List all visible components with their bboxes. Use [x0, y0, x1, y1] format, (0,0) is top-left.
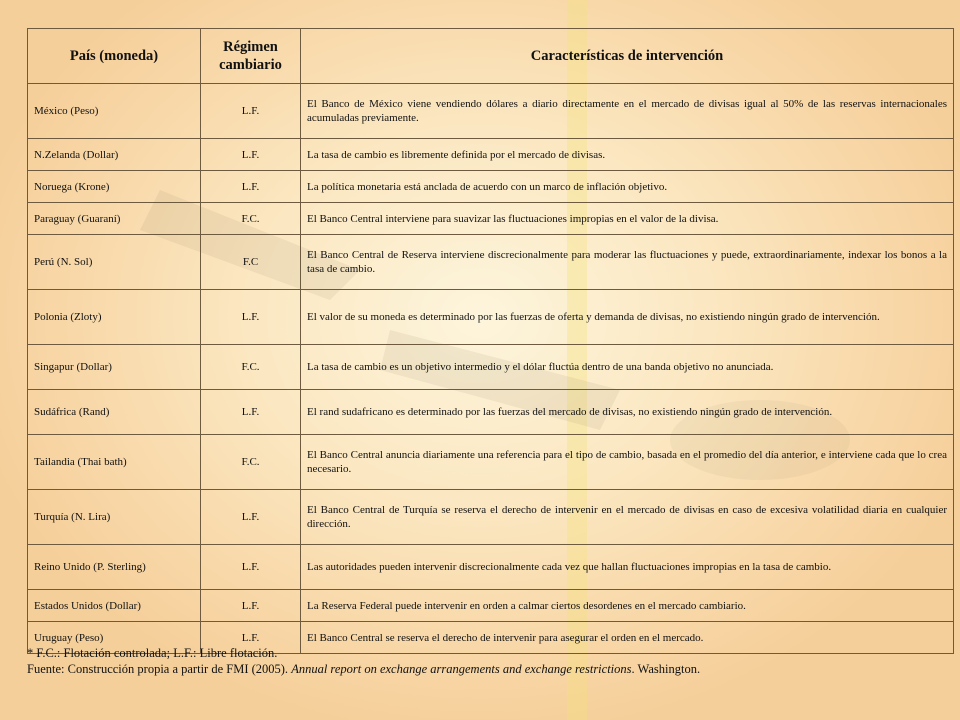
country-cell: N.Zelanda (Dollar): [28, 139, 201, 171]
regime-cell: L.F.: [201, 171, 301, 203]
table-row: [28, 545, 954, 590]
regime-cell: F.C.: [201, 345, 301, 390]
table-row: [28, 203, 954, 235]
country-cell: Paraguay (Guaraní): [28, 203, 201, 235]
country-cell: Perú (N. Sol): [28, 235, 201, 290]
country-cell: Singapur (Dollar): [28, 345, 201, 390]
table-footnotes: [27, 645, 947, 677]
description-cell: El Banco Central anuncia diariamente una referencia para el tipo de cambio, basada en el promedio del día anterior, e interviene cada que lo crea necesario.: [301, 435, 954, 490]
description-cell: El Banco de México viene vendiendo dólares a diario directamente en el mercado de divisas igual al 50% de las reservas internacionales acumuladas previamente.: [301, 84, 954, 139]
abbreviation-note: * F.C.: Flotación controlada; L.F.: Libre flotación.: [27, 646, 278, 660]
country-cell: Noruega (Krone): [28, 171, 201, 203]
description-cell: El rand sudafricano es determinado por las fuerzas del mercado de divisas, no existiendo ningún grado de intervención.: [301, 390, 954, 435]
country-cell: Reino Unido (P. Sterling): [28, 545, 201, 590]
country-cell: Estados Unidos (Dollar): [28, 590, 201, 622]
table-row: [28, 235, 954, 290]
description-cell: La tasa de cambio es libremente definida por el mercado de divisas.: [301, 139, 954, 171]
description-cell: El valor de su moneda es determinado por las fuerzas de oferta y demanda de divisas, no existiendo ningún grado de intervención.: [301, 290, 954, 345]
regime-cell: L.F.: [201, 84, 301, 139]
table-row: [28, 390, 954, 435]
table-row: [28, 490, 954, 545]
country-cell: Uruguay (Peso): [28, 622, 201, 654]
country-cell: Tailandia (Thai bath): [28, 435, 201, 490]
country-cell: Sudáfrica (Rand): [28, 390, 201, 435]
table-header-row: [28, 29, 954, 84]
regime-cell: L.F.: [201, 590, 301, 622]
regime-cell: F.C.: [201, 435, 301, 490]
header-regime: Régimen cambiario: [201, 29, 301, 84]
description-cell: El Banco Central se reserva el derecho de intervenir para asegurar el orden en el mercado.: [301, 622, 954, 654]
regime-cell: L.F.: [201, 545, 301, 590]
source-title: Annual report on exchange arrangements and exchange restrictions: [291, 662, 632, 676]
source-note: [27, 661, 947, 677]
regime-cell: L.F.: [201, 290, 301, 345]
country-cell: Turquía (N. Lira): [28, 490, 201, 545]
description-cell: El Banco Central de Turquía se reserva el derecho de intervenir en el mercado de divisas en caso de excesiva volatilidad diaria en cualquier dirección.: [301, 490, 954, 545]
header-country: País (moneda): [28, 29, 201, 84]
description-cell: La política monetaria está anclada de acuerdo con un marco de inflación objetivo.: [301, 171, 954, 203]
table-row: [28, 590, 954, 622]
table-row: [28, 290, 954, 345]
description-cell: La tasa de cambio es un objetivo intermedio y el dólar fluctúa dentro de una banda objetivo no anunciada.: [301, 345, 954, 390]
description-cell: El Banco Central de Reserva interviene discrecionalmente para moderar las fluctuaciones y puede, extraordinariamente, indexar los bonos a la tasa de cambio.: [301, 235, 954, 290]
regime-cell: L.F.: [201, 622, 301, 654]
exchange-regime-sheet: [27, 28, 953, 654]
table-row: [28, 139, 954, 171]
source-prefix: Fuente: Construcción propia a partir de FMI (2005).: [27, 662, 289, 676]
exchange-regime-table: [27, 28, 954, 654]
description-cell: El Banco Central interviene para suavizar las fluctuaciones impropias en el valor de la divisa.: [301, 203, 954, 235]
table-row: [28, 435, 954, 490]
description-cell: Las autoridades pueden intervenir discrecionalmente cada vez que hallan fluctuaciones impropias en la tasa de cambio.: [301, 545, 954, 590]
table-row: [28, 84, 954, 139]
regime-cell: L.F.: [201, 139, 301, 171]
country-cell: Polonia (Zloty): [28, 290, 201, 345]
regime-cell: F.C: [201, 235, 301, 290]
header-characteristics: Características de intervención: [301, 29, 954, 84]
country-cell: México (Peso): [28, 84, 201, 139]
regime-cell: L.F.: [201, 490, 301, 545]
regime-cell: F.C.: [201, 203, 301, 235]
description-cell: La Reserva Federal puede intervenir en orden a calmar ciertos desordenes en el mercado cambiario.: [301, 590, 954, 622]
table-row: [28, 171, 954, 203]
regime-cell: L.F.: [201, 390, 301, 435]
source-suffix: . Washington.: [631, 662, 701, 676]
table-row: [28, 345, 954, 390]
